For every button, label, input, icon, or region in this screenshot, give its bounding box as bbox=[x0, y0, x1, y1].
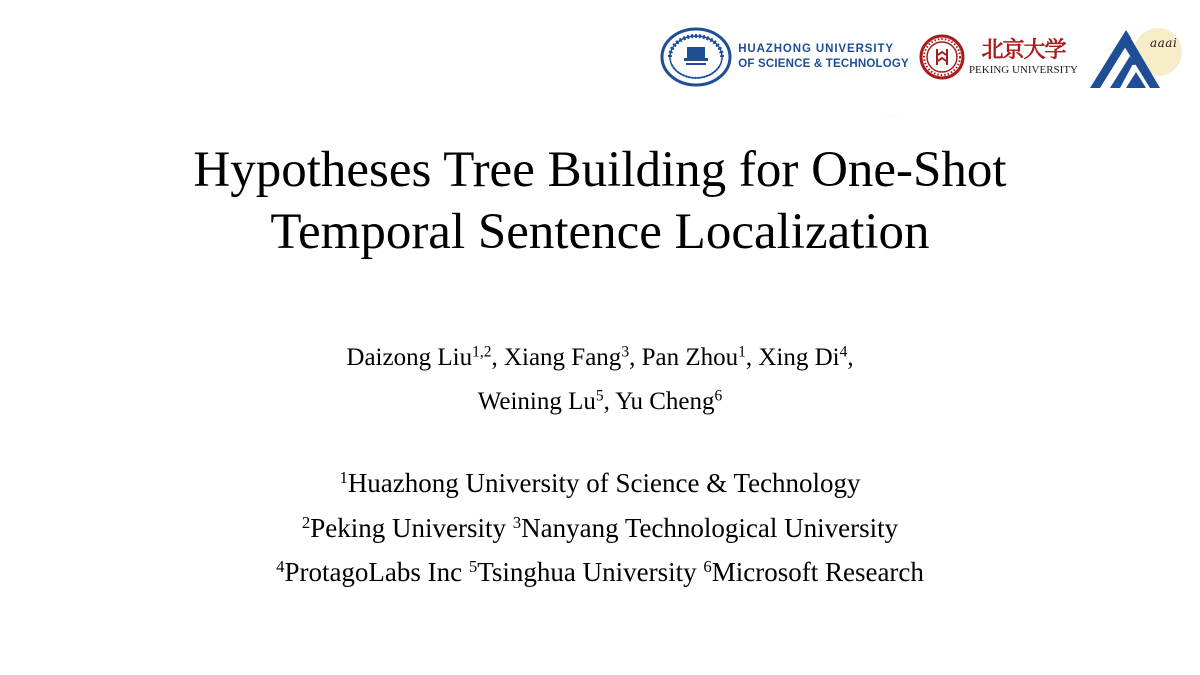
author-separator: , bbox=[745, 344, 759, 371]
affiliation-name: Microsoft Research bbox=[711, 557, 924, 587]
author-name: Xing Di bbox=[758, 344, 840, 371]
pku-logo bbox=[919, 34, 1078, 80]
author-separator: , bbox=[847, 344, 854, 371]
affiliation-name: Tsinghua University bbox=[477, 557, 704, 587]
author-name: Xiang Fang bbox=[503, 344, 622, 371]
affiliation-line-1 bbox=[0, 461, 1200, 506]
pku-seal-icon bbox=[919, 34, 965, 80]
pku-english-name: PEKING UNIVERSITY bbox=[968, 64, 1078, 76]
affiliation-number: 4 bbox=[276, 556, 285, 576]
author-separator: , bbox=[491, 344, 504, 371]
author-name: Yu Cheng bbox=[615, 388, 715, 415]
title-line-1: Hypotheses Tree Building for One-Shot bbox=[193, 142, 1007, 198]
author-affiliation-mark: 4 bbox=[839, 343, 848, 361]
hust-logo bbox=[660, 27, 909, 87]
affiliation-number: 5 bbox=[468, 556, 478, 576]
author-separator: , bbox=[629, 344, 642, 371]
affiliation-number: 3 bbox=[512, 512, 522, 532]
author-affiliation-mark: 5 bbox=[595, 387, 604, 405]
hust-seal-icon bbox=[660, 27, 732, 87]
author-line-1 bbox=[0, 336, 1200, 380]
affiliation-line-3 bbox=[0, 550, 1200, 595]
slide-title bbox=[0, 139, 1200, 263]
hust-name-line2: OF SCIENCE & TECHNOLOGY bbox=[738, 58, 909, 70]
author-name: Pan Zhou bbox=[641, 344, 739, 371]
author-separator: , bbox=[603, 388, 616, 415]
affiliation-number: 6 bbox=[703, 556, 712, 576]
author-affiliation-mark: 1,2 bbox=[472, 343, 492, 361]
affiliation-list bbox=[0, 461, 1200, 595]
affiliation-name: Peking University bbox=[310, 512, 513, 543]
aaai-wordmark: aaai bbox=[1150, 36, 1178, 50]
author-affiliation-mark: 6 bbox=[714, 387, 723, 405]
author-name: Daizong Liu bbox=[346, 344, 473, 371]
hust-name-line1: HUAZHONG UNIVERSITY bbox=[738, 43, 894, 55]
affiliation-number: 2 bbox=[301, 512, 311, 532]
affiliation-name: Nanyang Technological University bbox=[521, 512, 899, 543]
author-line-2 bbox=[0, 380, 1200, 424]
faint-mark: · · · · bbox=[886, 114, 898, 120]
logo-bar bbox=[660, 22, 1182, 92]
affiliation-name: ProtagoLabs Inc bbox=[284, 557, 469, 587]
affiliation-line-2 bbox=[0, 506, 1200, 551]
affiliation-number: 1 bbox=[339, 467, 348, 487]
author-list bbox=[0, 336, 1200, 424]
pku-chinese-name: 北京大学 bbox=[981, 38, 1066, 63]
author-affiliation-mark: 3 bbox=[621, 343, 630, 361]
aaai-triangle-icon bbox=[1090, 22, 1182, 92]
affiliation-name: Huazhong University of Science & Technology bbox=[347, 468, 861, 498]
author-affiliation-mark: 1 bbox=[738, 343, 746, 361]
author-name: Weining Lu bbox=[477, 388, 596, 415]
aaai-logo bbox=[1090, 22, 1182, 92]
title-line-2: Temporal Sentence Localization bbox=[270, 204, 930, 260]
